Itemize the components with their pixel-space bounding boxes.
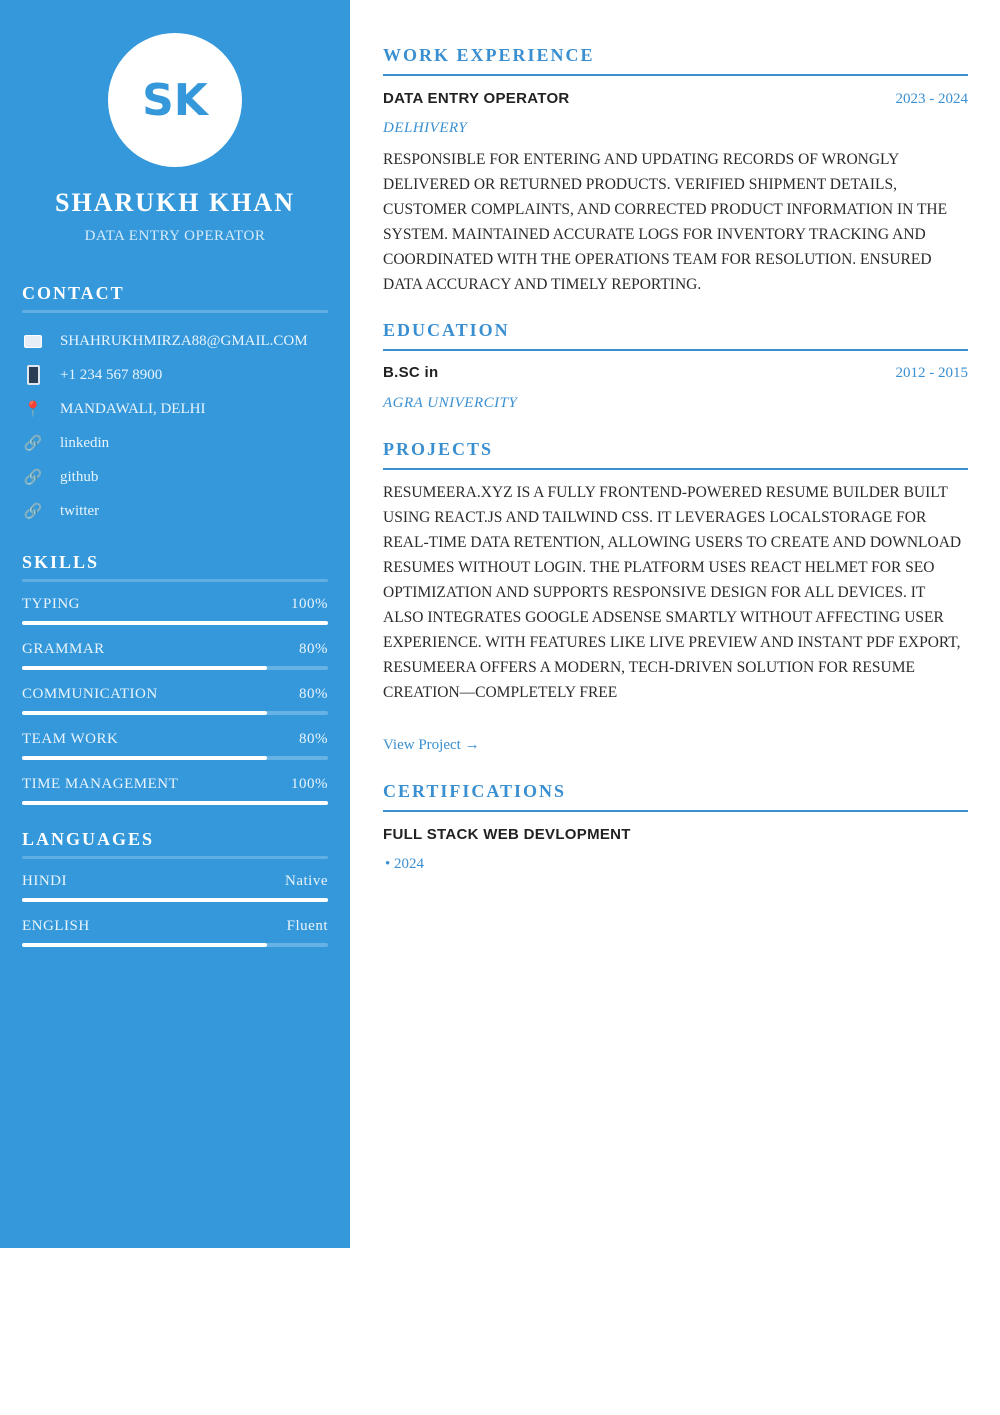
projects-heading-text: PROJECTS [383, 439, 494, 459]
education-heading-text: EDUCATION [383, 320, 510, 340]
language-bar [22, 898, 328, 902]
contact-location [22, 392, 332, 426]
education-divider [383, 349, 968, 351]
mail-icon [22, 330, 44, 352]
skill-bar-fill [22, 756, 267, 760]
skill-bar [22, 621, 328, 625]
education-entry-header [383, 364, 968, 382]
skills-heading [22, 552, 328, 582]
projects-divider [383, 468, 968, 470]
contact-github-text: github [60, 468, 99, 485]
certification-name: FULL STACK WEB DEVLOPMENT [383, 826, 631, 843]
work-description: RESPONSIBLE FOR ENTERING AND UPDATING RECORDS OF WRONGLY DELIVERED OR RETURNED PRODUCTS. VERIFIED SHIPMENT DETAILS, CUSTOMER COMPLAINTS, AND CORRECTED PRODUCT INFORMATION IN THE SYSTEM. MAINTAINED ACCURATE LOGS FOR INVENTORY TRACKING AND COORDINATED WITH THE OPERATIONS TEAM FOR RESOLUTION. ENSURED DATA ACCURACY AND TIMELY REPORTING. [383, 151, 948, 293]
education-heading [383, 320, 968, 351]
avatar-initials: SK [142, 74, 208, 126]
skill-bar-fill [22, 801, 328, 805]
language-level: Fluent [286, 918, 328, 934]
education-school: AGRA UNIVERCITY [383, 395, 518, 411]
link-icon: 🔗 [23, 502, 43, 520]
languages-heading [22, 829, 328, 859]
sidebar [0, 0, 350, 1248]
skill-name: COMMUNICATION [22, 686, 158, 702]
link-icon: 🔗 [23, 468, 43, 486]
language-item [22, 918, 328, 947]
skill-name: GRAMMAR [22, 641, 105, 657]
languages-heading-text: LANGUAGES [22, 829, 155, 849]
skill-bar-fill [22, 666, 267, 670]
project-description: RESUMEERA.XYZ IS A FULLY FRONTEND-POWERED RESUME BUILDER BUILT USING REACT.JS AND TAILWIND CSS. IT LEVERAGES LOCALSTORAGE FOR REAL-TIME DATA RETENTION, ALLOWING USERS TO CREATE AND DOWNLOAD RESUMES WITHOUT LOGIN. THE PLATFORM USES REACT HELMET FOR SEO OPTIMIZATION AND SUPPORTS RESPONSIVE DESIGN FOR ALL DEVICES. IT ALSO INTEGRATES GOOGLE ADSENSE SMARTLY WITHOUT AFFECTING USER EXPERIENCE. WITH FEATURES LIKE LIVE PREVIEW AND INSTANT PDF EXPORT, RESUMEERA OFFERS A MODERN, TECH-DRIVEN SOLUTION FOR RESUME CREATION—COMPLETELY FREE [383, 484, 962, 701]
skill-bar [22, 666, 328, 670]
skill-bar-fill [22, 621, 328, 625]
candidate-name: SHARUKH KHAN [55, 188, 295, 217]
skill-item [22, 686, 328, 715]
languages-divider [22, 856, 328, 859]
contact-email-text: SHAHRUKHMIRZA88@GMAIL.COM [60, 332, 308, 349]
contact-github[interactable] [22, 460, 332, 494]
projects-heading [383, 439, 968, 470]
skill-name: TEAM WORK [22, 731, 119, 747]
candidate-title: DATA ENTRY OPERATOR [84, 228, 266, 244]
contact-twitter[interactable] [22, 494, 332, 528]
certifications-divider [383, 810, 968, 812]
certifications-heading-text: CERTIFICATIONS [383, 781, 567, 801]
contact-location-text: MANDAWALI, DELHI [60, 400, 206, 417]
work-entry-header [383, 90, 968, 108]
work-experience-heading [383, 45, 968, 76]
work-role: DATA ENTRY OPERATOR [383, 90, 570, 107]
contact-list [22, 324, 332, 528]
skill-bar [22, 756, 328, 760]
certification-entry [383, 826, 968, 843]
contact-email[interactable] [22, 324, 332, 358]
skill-item [22, 641, 328, 670]
work-divider [383, 74, 968, 76]
skill-bar [22, 711, 328, 715]
skill-item [22, 776, 328, 805]
work-dates: 2023 - 2024 [895, 91, 968, 107]
language-level: Native [285, 873, 328, 889]
skill-level: 100% [291, 776, 328, 792]
language-name: HINDI [22, 873, 67, 889]
contact-divider [22, 310, 328, 313]
education-dates: 2012 - 2015 [895, 365, 968, 381]
skill-item [22, 731, 328, 760]
skill-level: 100% [291, 596, 328, 612]
contact-phone[interactable] [22, 358, 332, 392]
language-name: ENGLISH [22, 918, 90, 934]
skill-level: 80% [299, 686, 328, 702]
work-experience-heading-text: WORK EXPERIENCE [383, 45, 595, 65]
contact-twitter-text: twitter [60, 502, 100, 519]
skill-name: TIME MANAGEMENT [22, 776, 179, 792]
certification-year: • 2024 [385, 856, 425, 872]
language-bar [22, 943, 328, 947]
contact-linkedin[interactable] [22, 426, 332, 460]
skill-bar [22, 801, 328, 805]
skill-item [22, 596, 328, 625]
work-company: DELHIVERY [383, 120, 468, 136]
skill-level: 80% [299, 731, 328, 747]
location-pin-icon: 📍 [23, 400, 43, 418]
contact-heading [22, 283, 328, 313]
contact-phone-text: +1 234 567 8900 [60, 366, 163, 383]
language-bar-fill [22, 898, 328, 902]
contact-heading-text: CONTACT [22, 283, 125, 303]
skills-heading-text: SKILLS [22, 552, 100, 572]
phone-icon [22, 364, 44, 386]
skills-divider [22, 579, 328, 582]
avatar [108, 33, 242, 167]
skill-level: 80% [299, 641, 328, 657]
language-item [22, 873, 328, 902]
language-bar-fill [22, 943, 267, 947]
skill-bar-fill [22, 711, 267, 715]
skill-name: TYPING [22, 596, 80, 612]
certifications-heading [383, 781, 968, 812]
contact-linkedin-text: linkedin [60, 434, 110, 451]
link-icon: 🔗 [23, 434, 43, 452]
view-project-link[interactable]: View Project → [383, 737, 480, 753]
education-degree: B.SC in [383, 364, 439, 381]
